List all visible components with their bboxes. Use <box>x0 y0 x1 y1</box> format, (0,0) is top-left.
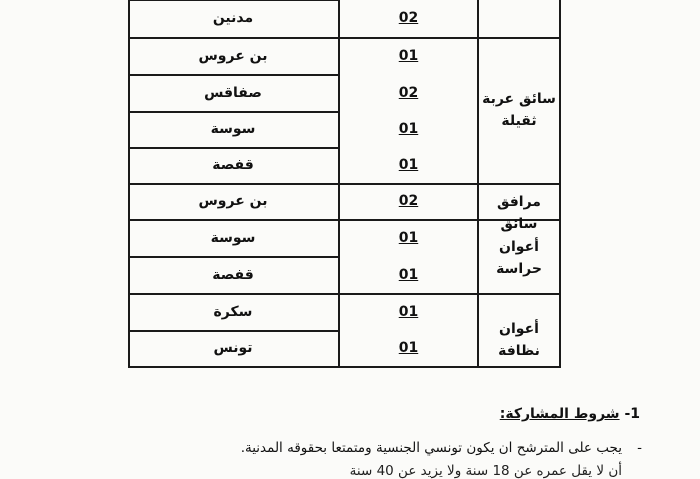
row-border <box>128 256 340 258</box>
city-cell: صفاقس <box>204 85 262 101</box>
row-border <box>128 37 561 39</box>
city-cell: سوسة <box>210 121 256 137</box>
row-border <box>128 293 561 295</box>
city-cell: سوسة <box>210 230 256 246</box>
row-border <box>128 111 340 113</box>
count-cell: 02 <box>398 10 419 26</box>
row-border <box>128 366 561 368</box>
count-cell: 01 <box>398 304 419 320</box>
category-cell: أعوان حراسة <box>496 239 542 277</box>
column-border <box>559 0 561 368</box>
city-cell: بن عروس <box>198 193 268 209</box>
bullet-text: أن لا يقل عمره عن 18 سنة ولا يزيد عن 40 سنة <box>349 463 622 479</box>
category-cell: مرافق سائق <box>497 194 541 232</box>
count-cell: 02 <box>398 85 419 101</box>
category-cell: أعوان نظافة <box>498 321 540 359</box>
count-cell: 01 <box>398 121 419 137</box>
count-cell: 01 <box>398 157 419 173</box>
count-cell: 01 <box>398 230 419 246</box>
count-cell: 01 <box>398 340 419 356</box>
city-cell: تونس <box>213 340 253 356</box>
city-cell: قفصة <box>212 267 254 283</box>
recruitment-table <box>128 0 561 368</box>
city-cell: بن عروس <box>198 48 268 64</box>
count-cell: 02 <box>398 193 419 209</box>
row-border <box>128 183 561 185</box>
row-border <box>128 147 340 149</box>
bullet-text: يجب على المترشح ان يكون تونسي الجنسية ومتمتعا بحقوقه المدنية. <box>240 440 622 456</box>
category-cell: سائق عربة ثقيلة <box>482 91 556 129</box>
section-number: 1- <box>624 406 640 422</box>
row-border <box>128 0 340 1</box>
count-cell: 01 <box>398 267 419 283</box>
city-cell: قفصة <box>212 157 254 173</box>
section-heading <box>500 406 640 422</box>
row-border <box>128 74 340 76</box>
city-cell: مدنين <box>212 10 254 26</box>
bullet-dash: - <box>637 440 642 456</box>
count-cell: 01 <box>398 48 419 64</box>
column-border <box>477 0 479 368</box>
row-border <box>128 330 340 332</box>
section-title: شروط المشاركة: <box>499 406 620 422</box>
city-cell: سكرة <box>213 304 253 320</box>
